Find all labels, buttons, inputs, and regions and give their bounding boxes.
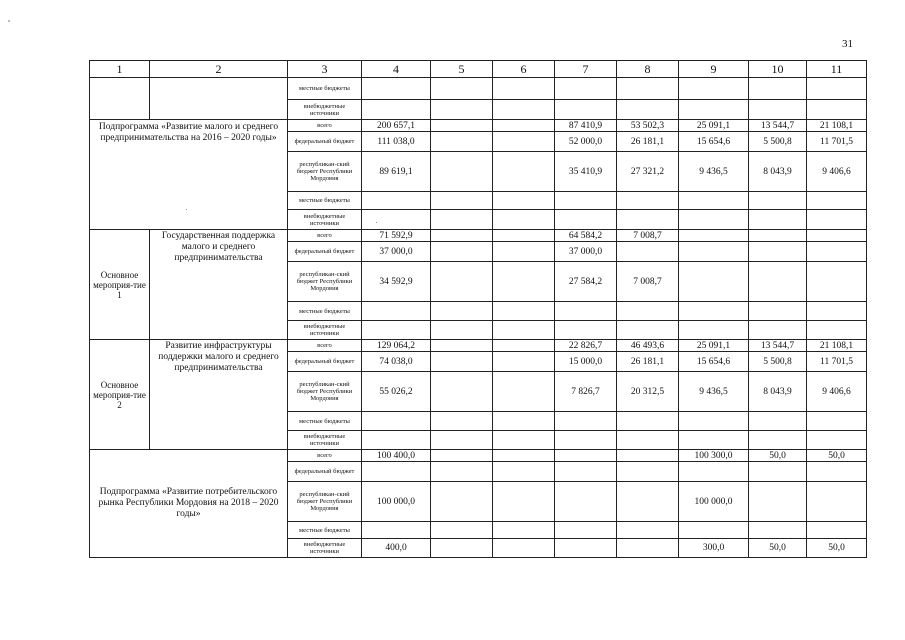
value-cell (493, 431, 555, 450)
value-cell (431, 78, 493, 100)
value-cell (555, 482, 617, 522)
value-cell (493, 78, 555, 100)
value-cell: 46 493,6 (617, 340, 679, 352)
value-cell (431, 100, 493, 120)
value-cell: 74 038,0 (362, 352, 431, 372)
value-cell (807, 100, 867, 120)
value-cell (555, 462, 617, 482)
value-cell: 9 406,6 (807, 152, 867, 192)
value-cell (431, 431, 493, 450)
value-cell: 13 544,7 (749, 120, 807, 132)
source-cell: всего (288, 230, 362, 242)
value-cell (555, 100, 617, 120)
value-cell (679, 230, 749, 242)
header-cell: 8 (617, 61, 679, 78)
value-cell (362, 412, 431, 431)
left-label-cell (90, 78, 150, 120)
source-cell: местные бюджеты (288, 412, 362, 431)
value-cell (431, 372, 493, 412)
source-cell: федеральный бюджет (288, 132, 362, 152)
value-cell (749, 412, 807, 431)
value-cell: 27 321,2 (617, 152, 679, 192)
value-cell (679, 242, 749, 262)
value-cell: 100 400,0 (362, 450, 431, 462)
value-cell: 129 064,2 (362, 340, 431, 352)
source-cell: внебюджетные источники (288, 100, 362, 120)
activity-label: Основное мероприя-тие 2 (90, 340, 150, 450)
activity-name: Государственная поддержка малого и среднего предпринимательства (150, 230, 288, 340)
value-cell (749, 462, 807, 482)
table-row (90, 120, 867, 132)
value-cell (679, 431, 749, 450)
value-cell: 52 000,0 (555, 132, 617, 152)
value-cell (617, 242, 679, 262)
source-cell: всего (288, 450, 362, 462)
value-cell (493, 192, 555, 210)
value-cell (807, 242, 867, 262)
value-cell (431, 340, 493, 352)
value-cell (617, 210, 679, 230)
value-cell (493, 120, 555, 132)
value-cell (617, 539, 679, 558)
value-cell: 11 701,5 (807, 352, 867, 372)
source-cell: федеральный бюджет (288, 352, 362, 372)
value-cell: 8 043,9 (749, 372, 807, 412)
value-cell (679, 78, 749, 100)
value-cell (617, 450, 679, 462)
value-cell: 5 500,8 (749, 352, 807, 372)
value-cell (431, 522, 493, 539)
source-cell: внебюджетные источники (288, 210, 362, 230)
value-cell: 15 654,6 (679, 352, 749, 372)
source-cell: внебюджетные источники (288, 539, 362, 558)
scan-mark (8, 20, 10, 22)
header-cell: 2 (150, 61, 288, 78)
value-cell (555, 522, 617, 539)
value-cell (431, 412, 493, 431)
value-cell (362, 462, 431, 482)
source-cell: республикан-ский бюджет Республики Мордовия (288, 262, 362, 302)
value-cell (431, 262, 493, 302)
table-row (90, 78, 867, 100)
value-cell: 35 410,9 (555, 152, 617, 192)
source-cell: федеральный бюджет (288, 462, 362, 482)
value-cell (431, 132, 493, 152)
value-cell: 7 826,7 (555, 372, 617, 412)
value-cell: 200 657,1 (362, 120, 431, 132)
activity-name: Развитие инфраструктуры поддержки малого и среднего предпринимательства (150, 340, 288, 450)
value-cell (362, 192, 431, 210)
value-cell: 15 000,0 (555, 352, 617, 372)
value-cell (431, 210, 493, 230)
value-cell (749, 192, 807, 210)
value-cell (749, 321, 807, 340)
value-cell: 27 584,2 (555, 262, 617, 302)
value-cell (493, 132, 555, 152)
value-cell (362, 302, 431, 321)
value-cell (493, 210, 555, 230)
value-cell: 7 008,7 (617, 262, 679, 302)
value-cell (807, 192, 867, 210)
source-cell: внебюджетные источники (288, 431, 362, 450)
value-cell (679, 262, 749, 302)
header-cell: 10 (749, 61, 807, 78)
value-cell (617, 78, 679, 100)
value-cell (555, 539, 617, 558)
value-cell (807, 462, 867, 482)
value-cell (679, 210, 749, 230)
value-cell (555, 321, 617, 340)
page-number: 31 (842, 38, 853, 50)
value-cell (617, 412, 679, 431)
table-row (90, 340, 867, 352)
value-cell: 25 091,1 (679, 340, 749, 352)
source-cell: республикан-ский бюджет Республики Мордовия (288, 372, 362, 412)
header-cell: 4 (362, 61, 431, 78)
value-cell (617, 302, 679, 321)
source-cell: местные бюджеты (288, 522, 362, 539)
value-cell (749, 522, 807, 539)
table-row (90, 230, 867, 242)
value-cell: 9 436,5 (679, 152, 749, 192)
value-cell: 7 008,7 (617, 230, 679, 242)
value-cell (807, 210, 867, 230)
value-cell (679, 522, 749, 539)
value-cell (749, 242, 807, 262)
value-cell: 26 181,1 (617, 132, 679, 152)
source-cell: республикан-ский бюджет Республики Мордовия (288, 152, 362, 192)
source-cell: местные бюджеты (288, 302, 362, 321)
value-cell (807, 230, 867, 242)
scan-speck (376, 222, 377, 223)
value-cell (493, 302, 555, 321)
source-cell: местные бюджеты (288, 78, 362, 100)
value-cell: 5 500,8 (749, 132, 807, 152)
value-cell (749, 230, 807, 242)
value-cell: 8 043,9 (749, 152, 807, 192)
value-cell (679, 192, 749, 210)
source-cell: внебюджетные источники (288, 321, 362, 340)
value-cell (362, 522, 431, 539)
value-cell (493, 152, 555, 192)
value-cell (362, 210, 431, 230)
value-cell: 13 544,7 (749, 340, 807, 352)
value-cell (555, 412, 617, 431)
value-cell (555, 78, 617, 100)
value-cell (749, 482, 807, 522)
value-cell (431, 450, 493, 462)
value-cell: 25 091,1 (679, 120, 749, 132)
value-cell (679, 100, 749, 120)
value-cell: 100 000,0 (362, 482, 431, 522)
source-cell: местные бюджеты (288, 192, 362, 210)
value-cell: 37 000,0 (555, 242, 617, 262)
value-cell (493, 340, 555, 352)
value-cell (749, 100, 807, 120)
value-cell (493, 242, 555, 262)
value-cell (431, 539, 493, 558)
value-cell (807, 262, 867, 302)
value-cell (807, 78, 867, 100)
value-cell (362, 321, 431, 340)
value-cell (431, 152, 493, 192)
value-cell (362, 100, 431, 120)
header-cell: 9 (679, 61, 749, 78)
value-cell (493, 462, 555, 482)
value-cell (493, 412, 555, 431)
value-cell: 71 592,9 (362, 230, 431, 242)
value-cell (749, 262, 807, 302)
value-cell: 50,0 (807, 450, 867, 462)
value-cell (362, 78, 431, 100)
value-cell: 64 584,2 (555, 230, 617, 242)
value-cell (679, 302, 749, 321)
value-cell: 9 406,6 (807, 372, 867, 412)
value-cell (617, 321, 679, 340)
header-cell: 3 (288, 61, 362, 78)
value-cell (431, 321, 493, 340)
header-row (90, 61, 867, 78)
value-cell: 21 108,1 (807, 120, 867, 132)
header-cell: 1 (90, 61, 150, 78)
value-cell: 26 181,1 (617, 352, 679, 372)
value-cell (493, 262, 555, 302)
value-cell: 21 108,1 (807, 340, 867, 352)
value-cell: 53 502,3 (617, 120, 679, 132)
value-cell (431, 192, 493, 210)
value-cell (493, 100, 555, 120)
value-cell: 15 654,6 (679, 132, 749, 152)
value-cell (431, 352, 493, 372)
table-row (90, 450, 867, 462)
value-cell: 55 026,2 (362, 372, 431, 412)
value-cell (431, 302, 493, 321)
value-cell: 111 038,0 (362, 132, 431, 152)
header-cell: 11 (807, 61, 867, 78)
source-cell: всего (288, 340, 362, 352)
value-cell: 50,0 (749, 539, 807, 558)
value-cell (679, 462, 749, 482)
value-cell (679, 321, 749, 340)
value-cell (431, 462, 493, 482)
value-cell (555, 210, 617, 230)
value-cell: 37 000,0 (362, 242, 431, 262)
value-cell (617, 100, 679, 120)
value-cell (617, 482, 679, 522)
value-cell: 22 826,7 (555, 340, 617, 352)
subprogram-name: Подпрограмма «Развитие потребительского рынка Республики Мордовия на 2018 – 2020 годы» (90, 450, 288, 558)
value-cell (555, 450, 617, 462)
source-cell: федеральный бюджет (288, 242, 362, 262)
header-cell: 7 (555, 61, 617, 78)
value-cell: 300,0 (679, 539, 749, 558)
value-cell: 11 701,5 (807, 132, 867, 152)
scan-speck (186, 209, 187, 210)
subprogram-name: Подпрограмма «Развитие малого и среднего предпринимательства на 2016 – 2020 годы» (90, 120, 288, 230)
funding-table (89, 60, 867, 558)
value-cell (493, 522, 555, 539)
value-cell (493, 352, 555, 372)
value-cell: 50,0 (749, 450, 807, 462)
value-cell (493, 321, 555, 340)
value-cell (679, 412, 749, 431)
value-cell (431, 242, 493, 262)
value-cell (431, 482, 493, 522)
value-cell: 20 312,5 (617, 372, 679, 412)
value-cell (617, 522, 679, 539)
value-cell (749, 210, 807, 230)
activity-label: Основное мероприя-тие 1 (90, 230, 150, 340)
value-cell (362, 431, 431, 450)
value-cell: 9 436,5 (679, 372, 749, 412)
value-cell (749, 302, 807, 321)
value-cell (431, 120, 493, 132)
value-cell (807, 302, 867, 321)
value-cell: 100 000,0 (679, 482, 749, 522)
value-cell (555, 431, 617, 450)
value-cell: 87 410,9 (555, 120, 617, 132)
value-cell (493, 450, 555, 462)
value-cell (749, 431, 807, 450)
value-cell (555, 302, 617, 321)
value-cell (617, 192, 679, 210)
value-cell (493, 482, 555, 522)
value-cell (749, 78, 807, 100)
value-cell (493, 539, 555, 558)
value-cell (617, 431, 679, 450)
value-cell (807, 522, 867, 539)
value-cell: 50,0 (807, 539, 867, 558)
header-cell: 5 (431, 61, 493, 78)
value-cell (807, 321, 867, 340)
value-cell: 400,0 (362, 539, 431, 558)
value-cell (431, 230, 493, 242)
value-cell (617, 462, 679, 482)
value-cell (807, 482, 867, 522)
source-cell: всего (288, 120, 362, 132)
value-cell (493, 230, 555, 242)
value-cell: 100 300,0 (679, 450, 749, 462)
value-cell: 34 592,9 (362, 262, 431, 302)
value-cell (555, 192, 617, 210)
name-cell (150, 78, 288, 120)
value-cell (807, 412, 867, 431)
source-cell: республикан-ский бюджет Республики Мордовия (288, 482, 362, 522)
value-cell: 89 619,1 (362, 152, 431, 192)
value-cell (807, 431, 867, 450)
value-cell (493, 372, 555, 412)
header-cell: 6 (493, 61, 555, 78)
